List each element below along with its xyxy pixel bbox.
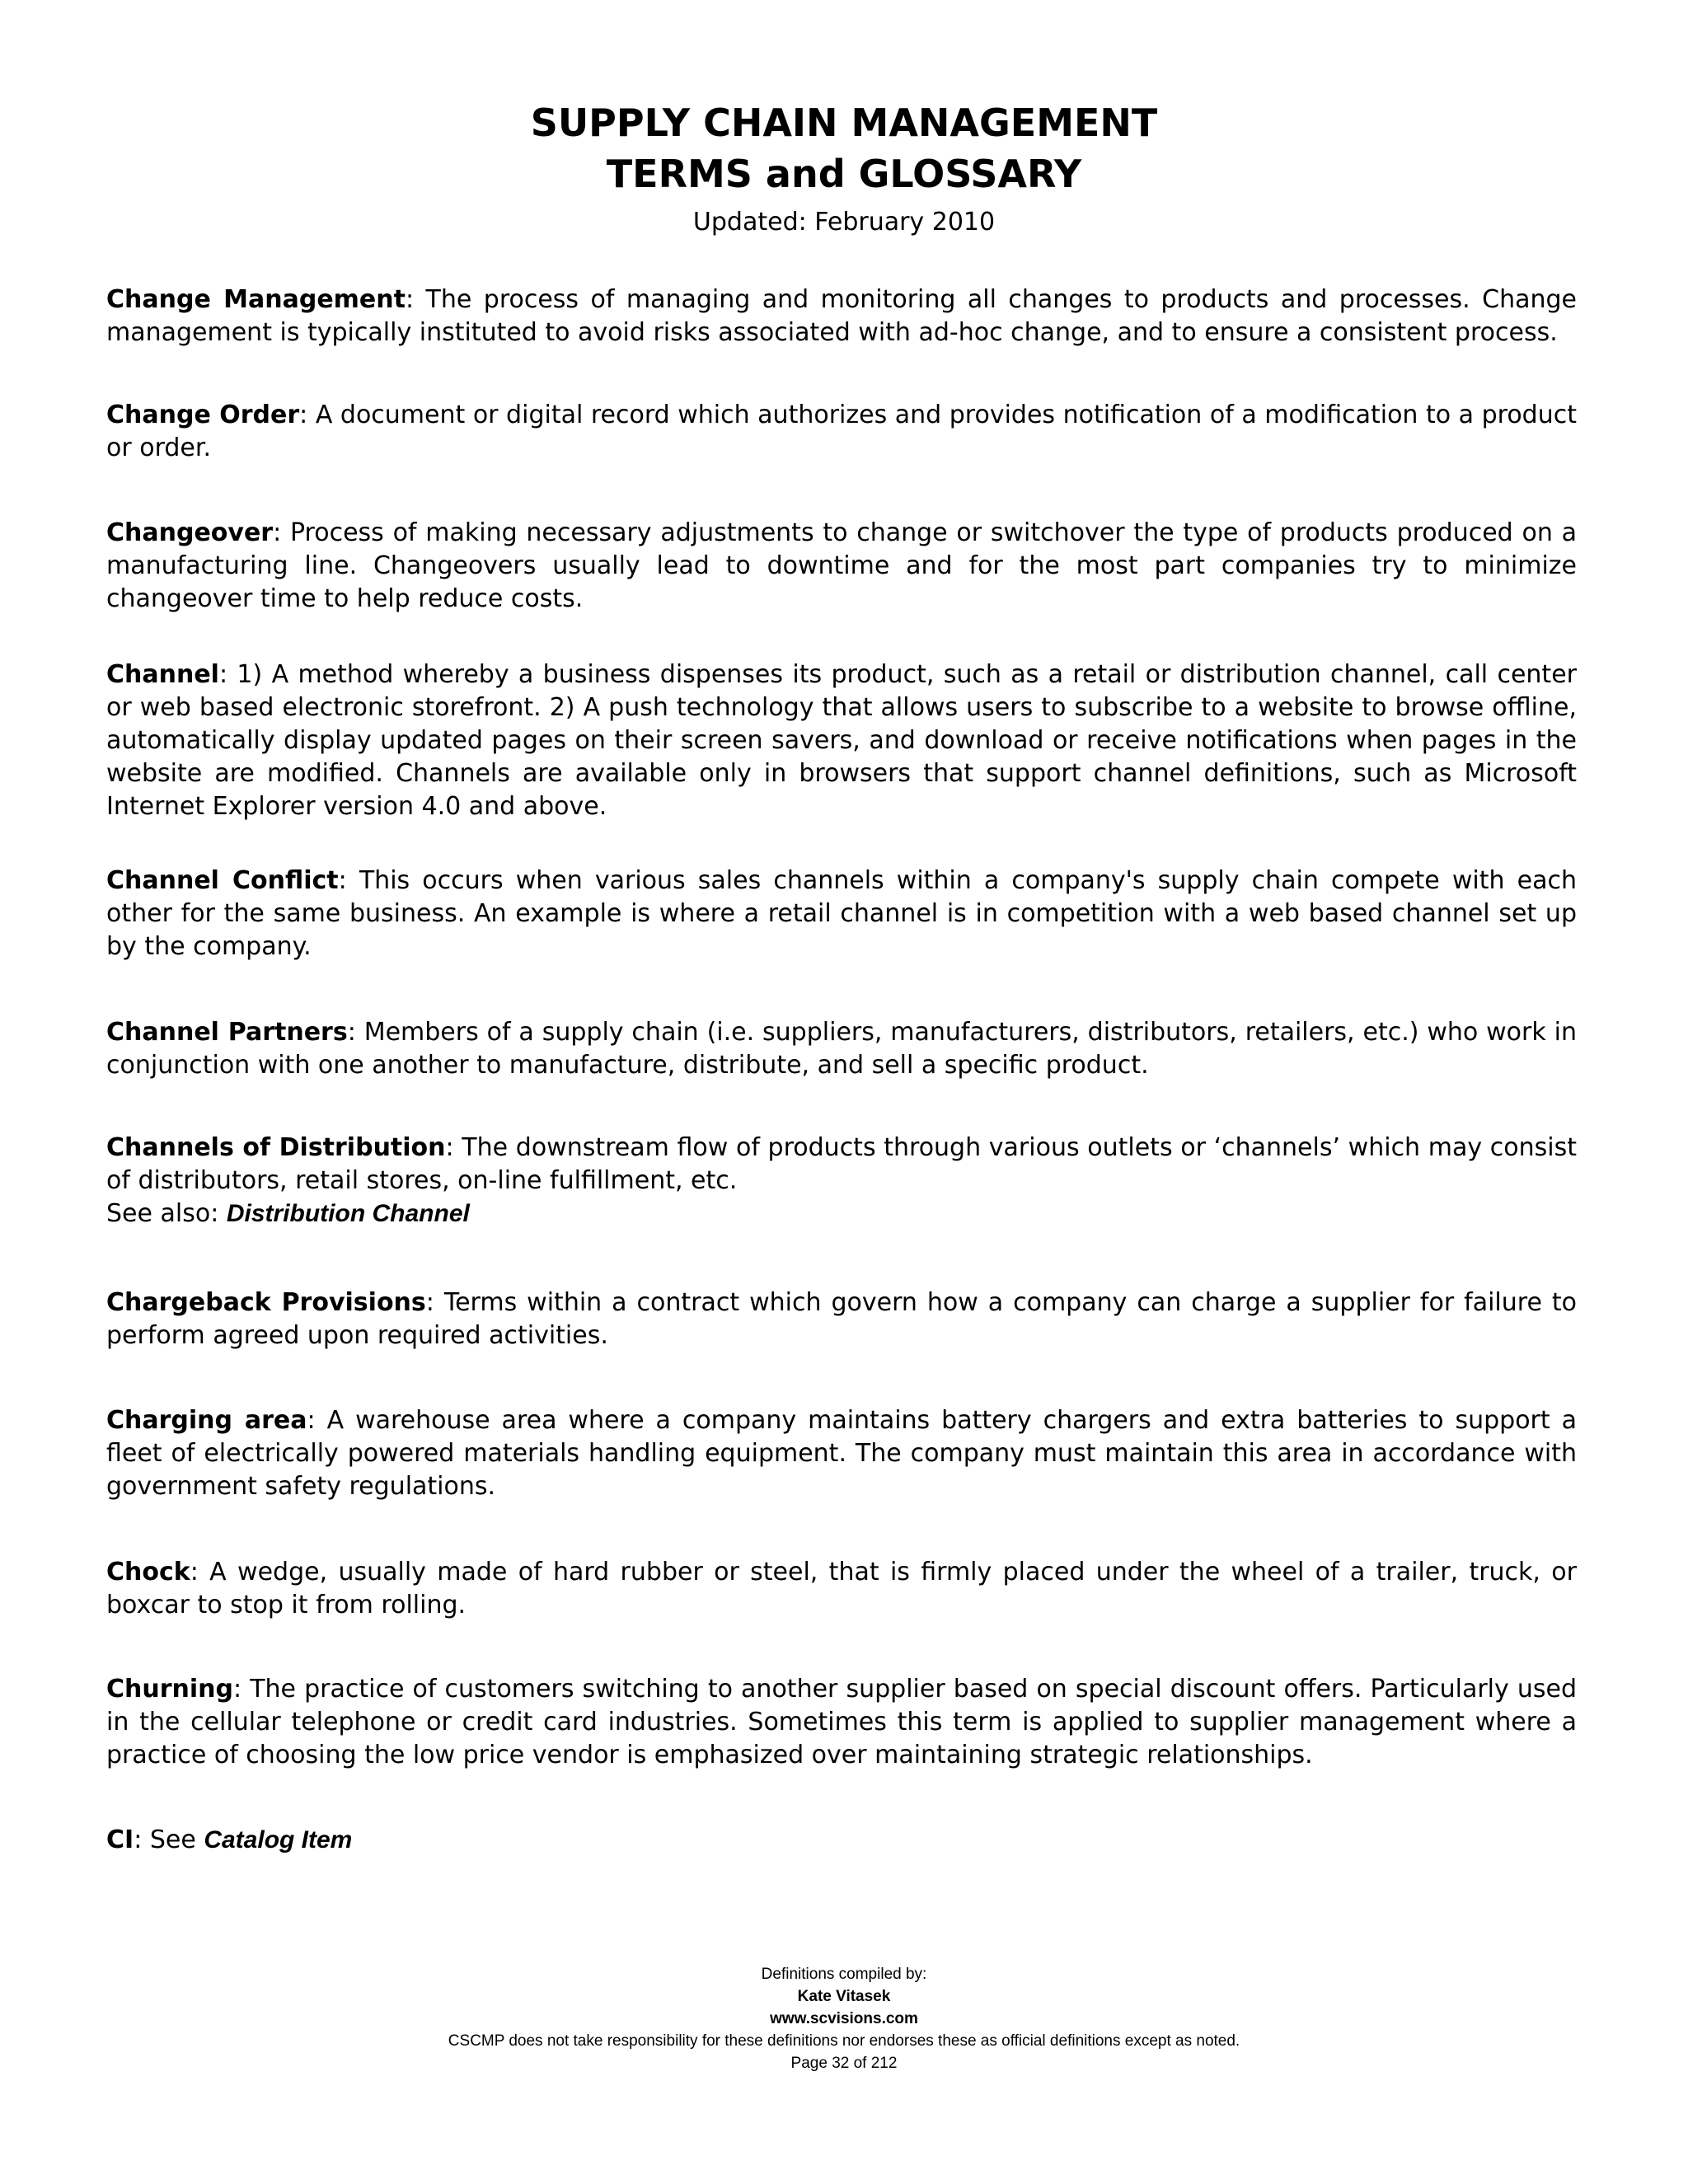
page-number: Page 32 of 212 <box>790 2055 898 2072</box>
glossary-entry-change-management <box>106 284 1577 349</box>
glossary-definition: : The process of managing and monitoring all changes to products and processes. Change management is typically instituted to avoid risks associated with ad-hoc change, and to ensure a consistent process. <box>106 285 1577 347</box>
glossary-definition: : Process of making necessary adjustments to change or switchover the type of products produced on a manufacturing line. Changeovers usually lead to downtime and for the most part companies try to minimize changeover time to help reduce costs. <box>106 518 1577 613</box>
glossary-definition: : A wedge, usually made of hard rubber or steel, that is firmly placed under the wheel of a trailer, truck, or boxcar to stop it from rolling. <box>106 1558 1577 1619</box>
glossary-entry-changeover <box>106 517 1577 616</box>
glossary-entry-change-order <box>106 399 1577 465</box>
glossary-term: Channel Conflict <box>106 866 339 895</box>
glossary-entry-chock <box>106 1556 1577 1622</box>
see-also-link[interactable]: Distribution Channel <box>226 1200 470 1227</box>
glossary-entry-churning <box>106 1673 1577 1772</box>
glossary-definition: : A warehouse area where a company maintains battery chargers and extra batteries to support a fleet of electrically powered materials handling equipment. The company must maintain this area in accordance with government safety regulations. <box>106 1406 1578 1501</box>
document-title-line-2: TERMS and GLOSSARY <box>606 152 1082 196</box>
page-footer <box>0 1963 1688 2074</box>
see-link[interactable]: Catalog Item <box>204 1826 353 1854</box>
glossary-term: Changeover <box>106 518 274 547</box>
glossary-entry-channel-conflict <box>106 865 1577 963</box>
glossary-entry-charging-area <box>106 1404 1577 1503</box>
glossary-definition: : 1) A method whereby a business dispenses its product, such as a retail or distribution channel, call center or web based electronic storefront. 2) A push technology that allows users to subscribe to a website to browse offline, automatically display updated pages on their screen savers, and download or receive notifications when pages in the website are modified. Channels are available only in browsers that support channel definitions, such as Microsoft Internet Explorer version 4.0 and above. <box>106 660 1577 821</box>
updated-date: Updated: February 2010 <box>692 208 996 237</box>
document-title-line-1: SUPPLY CHAIN MANAGEMENT <box>530 101 1158 145</box>
glossary-definition: : Members of a supply chain (i.e. suppliers, manufacturers, distributors, retailers, etc.) who work in conjunction with one another to manufacture, distribute, and sell a specific product. <box>106 1018 1577 1080</box>
glossary-term: Change Order <box>106 401 300 429</box>
glossary-entry-channel-partners <box>106 1016 1577 1082</box>
footer-website: www.scvisions.com <box>770 2010 918 2027</box>
footer-author: Kate Vitasek <box>797 1988 891 2005</box>
glossary-definition: : The downstream flow of products through various outlets or ‘channels’ which may consist of distributors, retail stores, on-line fulfillment, etc. <box>106 1133 1577 1195</box>
glossary-definition: : The practice of customers switching to another supplier based on special discount offers. Particularly used in the cellular telephone or credit card industries. Sometimes this term is applied to supplier management where a practice of choosing the low price vendor is emphasized over maintaining strategic relationships. <box>106 1675 1577 1769</box>
glossary-term: Churning <box>106 1675 233 1704</box>
see-also-line <box>106 1197 1577 1230</box>
glossary-entry-chargeback-provisions <box>106 1286 1577 1352</box>
glossary-term: CI <box>106 1825 134 1854</box>
glossary-entry-channel <box>106 658 1577 823</box>
document-header <box>0 97 1688 241</box>
glossary-definition: : Terms within a contract which govern how a company can charge a supplier for failure to perform agreed upon required activities. <box>106 1288 1578 1350</box>
footer-compiled-by: Definitions compiled by: <box>761 1966 927 1983</box>
glossary-term: Chargeback Provisions <box>106 1288 426 1317</box>
glossary-entry-channels-of-distribution <box>106 1132 1577 1230</box>
glossary-entry-ci <box>106 1824 1577 1857</box>
glossary-term: Charging area <box>106 1406 307 1435</box>
glossary-definition: : See <box>134 1825 204 1854</box>
see-also-label: See also: <box>106 1199 227 1228</box>
glossary-term: Chock <box>106 1558 190 1586</box>
footer-disclaimer: CSCMP does not take responsibility for these definitions nor endorses these as official definitions except as noted. <box>448 2032 1240 2050</box>
glossary-term: Channel Partners <box>106 1018 348 1047</box>
glossary-term: Channels of Distribution <box>106 1133 446 1162</box>
glossary-term: Change Management <box>106 285 406 314</box>
glossary-term: Channel <box>106 660 219 689</box>
glossary-definition: : This occurs when various sales channels within a company's supply chain compete with each other for the same business. An example is where a retail channel is in competition with a web based channel set up by the company. <box>106 866 1577 961</box>
glossary-definition: : A document or digital record which authorizes and provides notification of a modification to a product or order. <box>106 401 1577 462</box>
